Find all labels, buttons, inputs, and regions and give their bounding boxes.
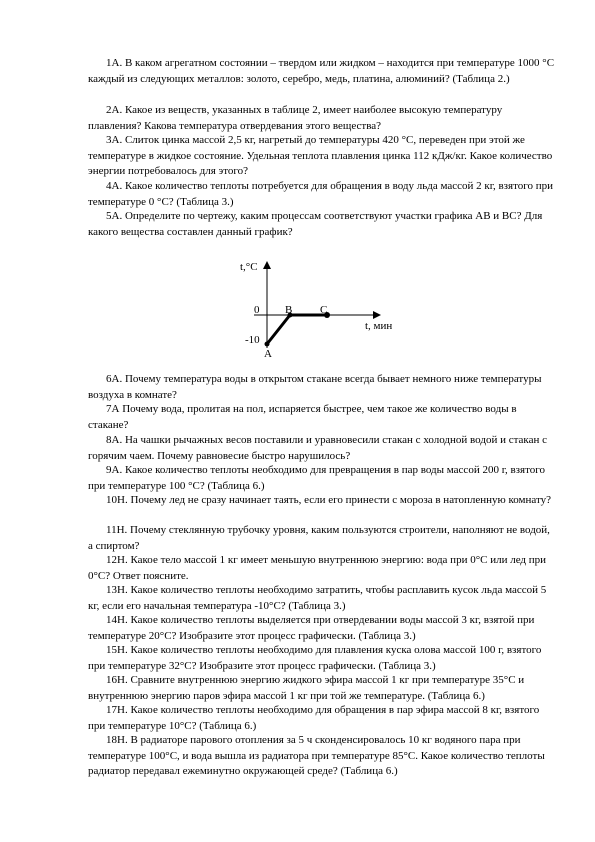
question-3: 3А. Слиток цинка массой 2,5 кг, нагретый до температуры 420 °С, переведен при этой же температуре в жидкое состояние. Удельная теплота плавления цинка 112 кДж/кг. Какое количество энергии потребовалось для этого?: [88, 134, 553, 177]
question-17: 17Н. Какое количество теплоты необходимо для обращения в пар эфира массой 8 кг, взятого при температуре 10°С? (Таблица 6.): [88, 704, 540, 732]
point-a-label: A: [264, 348, 272, 360]
temperature-time-graph: [232, 250, 412, 360]
question-11: 11Н. Почему стеклянную трубочку уровня, каким пользуются строители, наполняют не водой, а спиртом?: [88, 524, 550, 552]
question-12: 12Н. Какое тело массой 1 кг имеет меньшую внутреннюю энергию: вода при 0°С или лед при 0°С? Ответ поясните.: [88, 554, 547, 582]
question-8: 8А. На чашки рычажных весов поставили и уравновесили стакан с холодной водой и стакан с горячим чаем. Почему равновесие быстро нарушилось?: [88, 434, 548, 462]
question-4: 4А. Какое количество теплоты потребуется для обращения в воду льда массой 2 кг, взятого при температуре 0 °С? (Таблица 3.): [88, 180, 554, 208]
question-1: 1А. В каком агрегатном состоянии – твердом или жидком – находится при температуре 1000 °С каждый из следующих металлов: золото, серебро, медь, платина, алюминий? (Таблица 2.): [88, 57, 555, 85]
question-18: 18Н. В радиаторе парового отопления за 5 ч сконденсировалось 10 кг водяного пара при температуре 100°С, и вода вышла из радиатора при температуре 85°С. Какое количество теплоты радиатор передавал ежеминутно окружающей среде? (Таблица 6.): [88, 734, 545, 777]
question-15: 15Н. Какое количество теплоты необходимо для плавления куска олова массой 100 г, взятого при температуре 32°С? Изобразите этот процесс графически. (Таблица 3.): [88, 644, 542, 672]
x-axis-label: t, мин: [365, 320, 393, 332]
question-6: 6А. Почему температура воды в открытом стакане всегда бывает немного ниже температуры воздуха в комнате?: [88, 373, 542, 401]
question-14: 14Н. Какое количество теплоты выделяется при отвердевании воды массой 3 кг, взятой при температуре 20°С? Изобразите этот процесс графически. (Таблица 3.): [88, 614, 535, 642]
y-tick-label: -10: [245, 334, 260, 346]
question-13: 13Н. Какое количество теплоты необходимо затратить, чтобы расплавить кусок льда массой 5 кг, если его начальная температура -10°С? (Таблица 3.): [88, 584, 547, 612]
question-10: 10Н. Почему лед не сразу начинает таять, если его принести с мороза в натопленную комнату?: [106, 494, 552, 506]
point-a-marker: [265, 342, 270, 347]
point-c-label: C: [320, 304, 328, 316]
question-5: 5А. Определите по чертежу, каким процессам соответствуют участки графика АВ и ВС? Для какого вещества составлен данный график?: [88, 210, 543, 238]
point-b-label: B: [285, 304, 293, 316]
graph-line: [267, 315, 327, 344]
question-7: 7А Почему вода, пролитая на пол, испаряется быстрее, чем такое же количество воды в стакане?: [88, 403, 517, 431]
origin-label: 0: [254, 304, 260, 316]
question-16: 16Н. Сравните внутреннюю энергию жидкого эфира массой 1 кг при температуре 35°С и внутреннюю энергию паров эфира массой 1 кг при той же температуре. (Таблица 6.): [88, 674, 525, 702]
question-2: 2А. Какое из веществ, указанных в таблице 2, имеет наиболее высокую температуру плавления? Какова температура отвердевания этого вещества?: [88, 104, 503, 132]
y-axis-label: t,°С: [240, 261, 258, 273]
question-9: 9А. Какое количество теплоты необходимо для превращения в пар воды массой 200 г, взятого при температуре 100 °С? (Таблица 6.): [88, 464, 545, 492]
